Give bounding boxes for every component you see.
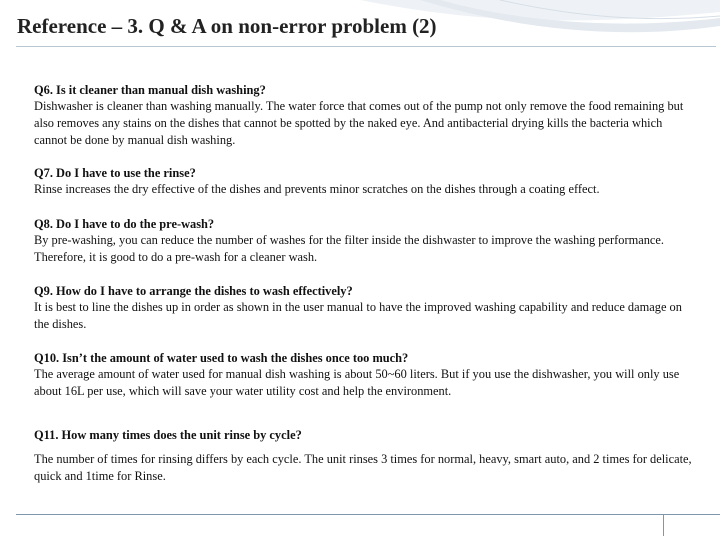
- qa-item-q7: [34, 165, 600, 198]
- question-q11: Q11. How many times does the unit rinse by cycle?: [34, 428, 302, 442]
- answer-q11: The number of times for rinsing differs by each cycle. The unit rinses 3 times for normal, heavy, smart auto, and 2 times for delicate, quick and 1time for Rinse.: [34, 452, 692, 483]
- answer-q10: The average amount of water used for manual dish washing is about 50~60 liters. But if you use the dishwasher, you will only use about 16L per use, which will save your water utility cost and help the environment.: [34, 367, 680, 398]
- footer-tick-mark: [663, 514, 664, 536]
- answer-q6: Dishwasher is cleaner than washing manually. The water force that comes out of the pump not only remove the food remaining but also removes any stains on the dishes that cannot be spotted by the naked eye. And antibacterial drying kills the bacteria which cannot be done by manual dish washing.: [34, 99, 684, 147]
- answer-q8: By pre-washing, you can reduce the number of washes for the filter inside the dishwaster to improve the washing performance. Therefore, it is good to do a pre-wash for a cleaner wash.: [34, 233, 665, 264]
- qa-item-q10: [34, 350, 698, 400]
- answer-q9: It is best to line the dishes up in order as shown in the user manual to have the improved washing capability and reduce damage on the dishes.: [34, 300, 682, 331]
- slide-title: Reference – 3. Q & A on non-error problem (2): [17, 14, 437, 38]
- question-q6: Q6. Is it cleaner than manual dish washing?: [34, 83, 266, 97]
- corner-wave-decoration: [0, 0, 720, 80]
- question-q9: Q9. How do I have to arrange the dishes to wash effectively?: [34, 284, 353, 298]
- qa-item-q11: [34, 427, 698, 485]
- qa-item-q8: [34, 216, 698, 266]
- footer-divider: [16, 514, 720, 515]
- title-divider: [16, 46, 716, 47]
- question-q10: Q10. Isn’t the amount of water used to wash the dishes once too much?: [34, 351, 409, 365]
- qa-item-q6: [34, 82, 698, 149]
- qa-item-q9: [34, 283, 698, 333]
- question-q7: Q7. Do I have to use the rinse?: [34, 166, 196, 180]
- answer-q7: Rinse increases the dry effective of the dishes and prevents minor scratches on the dishes through a coating effect.: [34, 182, 600, 196]
- question-q8: Q8. Do I have to do the pre-wash?: [34, 217, 215, 231]
